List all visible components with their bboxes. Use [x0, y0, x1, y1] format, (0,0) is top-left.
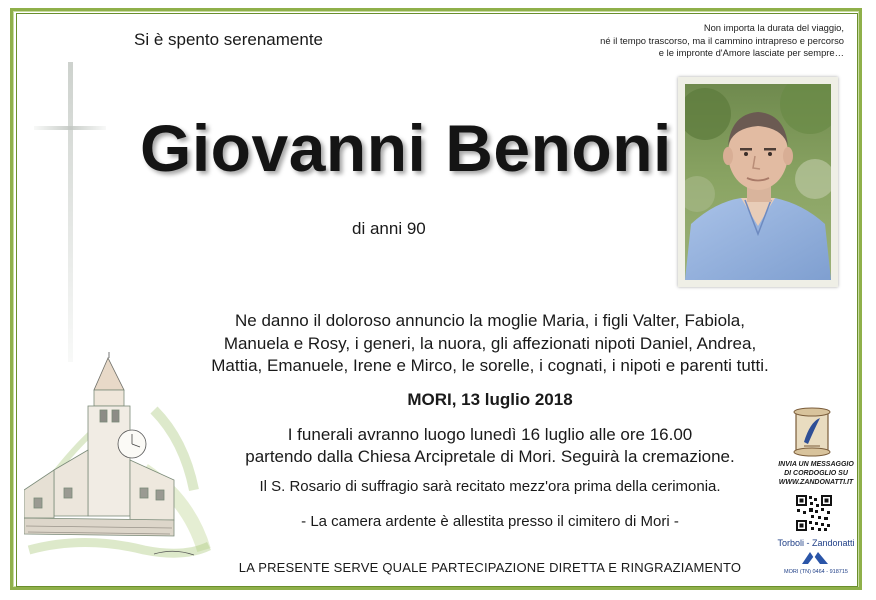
announcement — [180, 310, 800, 378]
condolence-url[interactable]: WWW.ZANDONATTI.IT — [778, 479, 854, 486]
closing-statement: LA PRESENTE SERVE QUALE PARTECIPAZIONE DIRETTA E RINGRAZIAMENTO — [238, 560, 742, 575]
cross-icon-bar — [34, 126, 106, 130]
agency-contact: MORI (TN) 0464 - 918715 — [784, 569, 848, 575]
condolence-line: DI CORDOGLIO SU — [784, 470, 848, 477]
poem-line: né il tempo trascorso, ma il cammino intrapreso e percorso — [600, 34, 844, 46]
funeral-line: partendo dalla Chiesa Arcipretale di Mori. Seguirà la cremazione. — [245, 447, 735, 466]
portrait-image — [685, 84, 831, 280]
rosary-info: Il S. Rosario di suffragio sarà recitato mezz'ora prima della cerimonia. — [259, 478, 721, 495]
place-date: MORI, 13 luglio 2018 — [407, 390, 573, 409]
condolence-link[interactable] — [774, 460, 858, 487]
opening-phrase: Si è spento serenamente — [134, 30, 324, 49]
announcement-line: Mattia, Emanuele, Irene e Mirco, le sorelle, i cognati, i nipoti e parenti tutti. — [211, 356, 769, 375]
agency-logo — [800, 550, 830, 571]
funeral-line: I funerali avranno luogo lunedì 16 luglio alle ore 16.00 — [287, 425, 693, 444]
cross-icon — [68, 62, 73, 362]
announcement-line: Manuela e Rosy, i generi, la nuora, gli affezionati nipoti Daniel, Andrea, — [223, 333, 757, 353]
poem — [544, 22, 844, 60]
deceased-name: Giovanni Benoni — [140, 111, 672, 185]
poem-line: Non importa la durata del viaggio, — [703, 22, 844, 33]
condolence-line: INVIA UN MESSAGGIO — [778, 461, 854, 468]
portrait-photo — [678, 77, 838, 287]
announcement-line: Ne danno il doloroso annuncio la moglie Maria, i figli Valter, Fabiola, — [235, 311, 745, 330]
qr-code[interactable] — [795, 494, 833, 537]
poem-line: e le impronte d'Amore lasciate per sempre… — [658, 47, 844, 59]
chamber-info: - La camera ardente è allestita presso il cimitero di Mori - — [301, 513, 679, 530]
agency-name: Torboli - Zandonatti — [777, 538, 855, 548]
scroll-icon[interactable] — [790, 406, 834, 463]
deceased-age: di anni 90 — [352, 219, 426, 238]
church-sketch — [24, 350, 214, 575]
funeral-info — [180, 424, 800, 468]
